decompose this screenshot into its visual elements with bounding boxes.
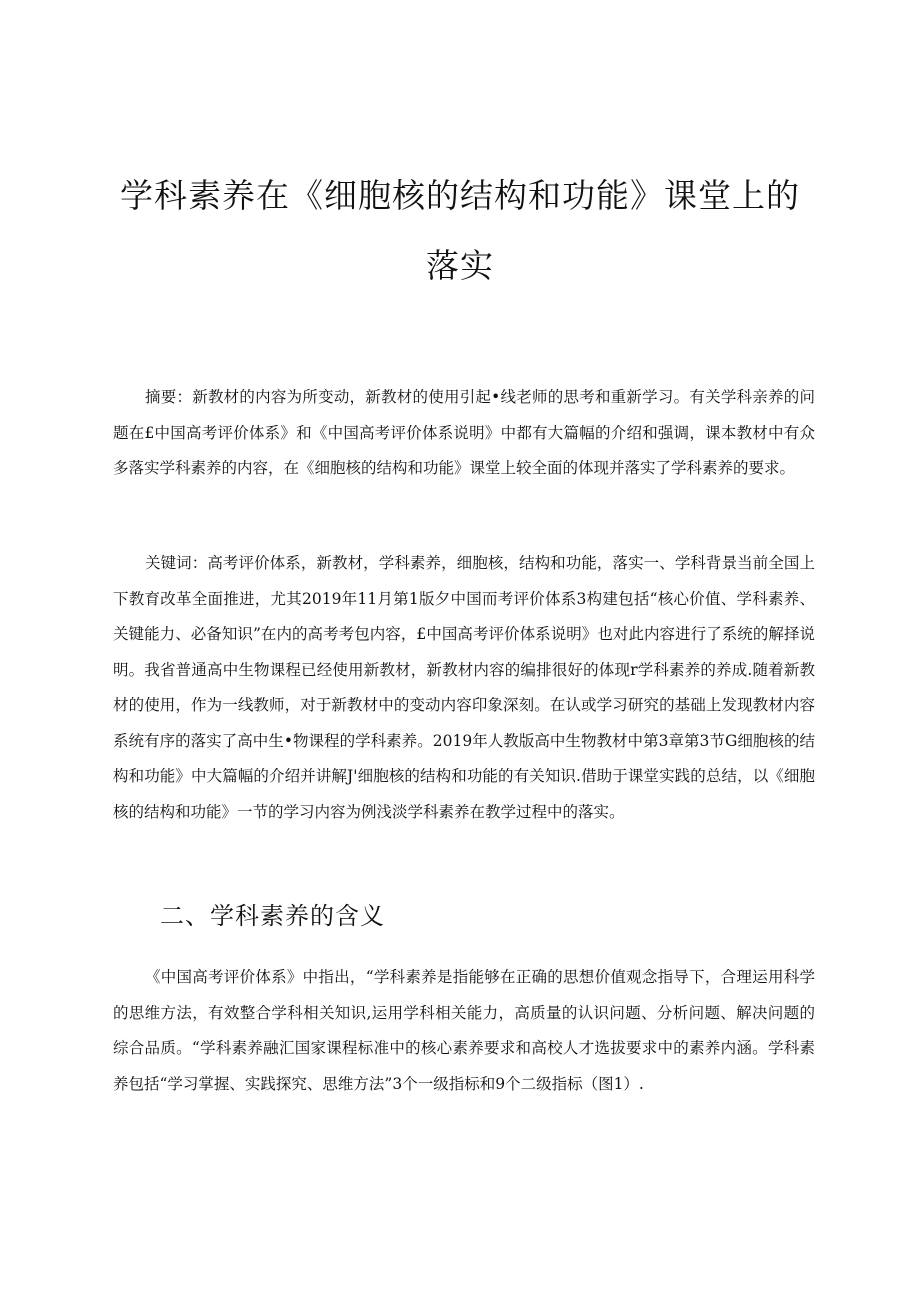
document-title-line-2: 落实 [426, 246, 494, 285]
keywords-paragraph: 关键词：高考评价体系，新教材，学科素养，细胞核，结构和功能，落实一、学科背景当前全国上下教育改革全面推进，尤其2019年11月第1版夕中国而考评价体系3构建包括“核心价值、学科素养、关键能力、必备知识”在内的高考考包内容，£中国高考评价体系说明》也对此内容进行了系统的解择说明。我省普通高中生物课程已经使用新教材，新教材内容的编排很好的体现r学科素养的养成.随着新教材的使用，作为一线教师，对于新教材中的变动内容印象深刻。在认或学习研究的基础上发现教材内容系统有序的落实了高中生•物课程的学科素养。2019年人教版高中生物教材中第3章第3节G细胞核的结构和功能》中大篇幅的介绍并讲解J'细胞核的结构和功能的有关知识.借助于课堂实践的总结，以《细胞核的结构和功能》一节的学习内容为例浅淡学科素养在教学过程中的落实。 [113, 554, 815, 821]
section-heading: 二、学科素养的含义 [160, 902, 385, 930]
abstract-paragraph: 摘要：新教材的内容为所变动，新教材的使用引起•线老师的思考和重新学习。有关学科亲养的问题在£中国高考评价体系》和《中国高考评价体系说明》中都有大篇幅的介绍和强调，课本教材中有众多落实学科素养的内容，在《细胞核的结构和功能》课堂上较全面的体现并落实了学科素养的要求。 [113, 388, 815, 477]
document-title-line-1: 学科素养在《细胞核的结构和功能》课堂上的 [120, 176, 800, 215]
section-body-paragraph: 《中国高考评价体系》中指出，“学科素养是指能够在正确的思想价值观念指导下，合理运用科学的思维方法，有效整合学科相关知识,运用学科相关能力，高质量的认识问题、分析问题、解决问题的综合品质。“学科素养融汇国家课程标准中的核心素养要求和高校人才选拔要求中的素养内涵。学科素养包括“学习掌握、实践探究、思维方法”3个一级指标和9个二级指标（图1）. [113, 968, 815, 1093]
